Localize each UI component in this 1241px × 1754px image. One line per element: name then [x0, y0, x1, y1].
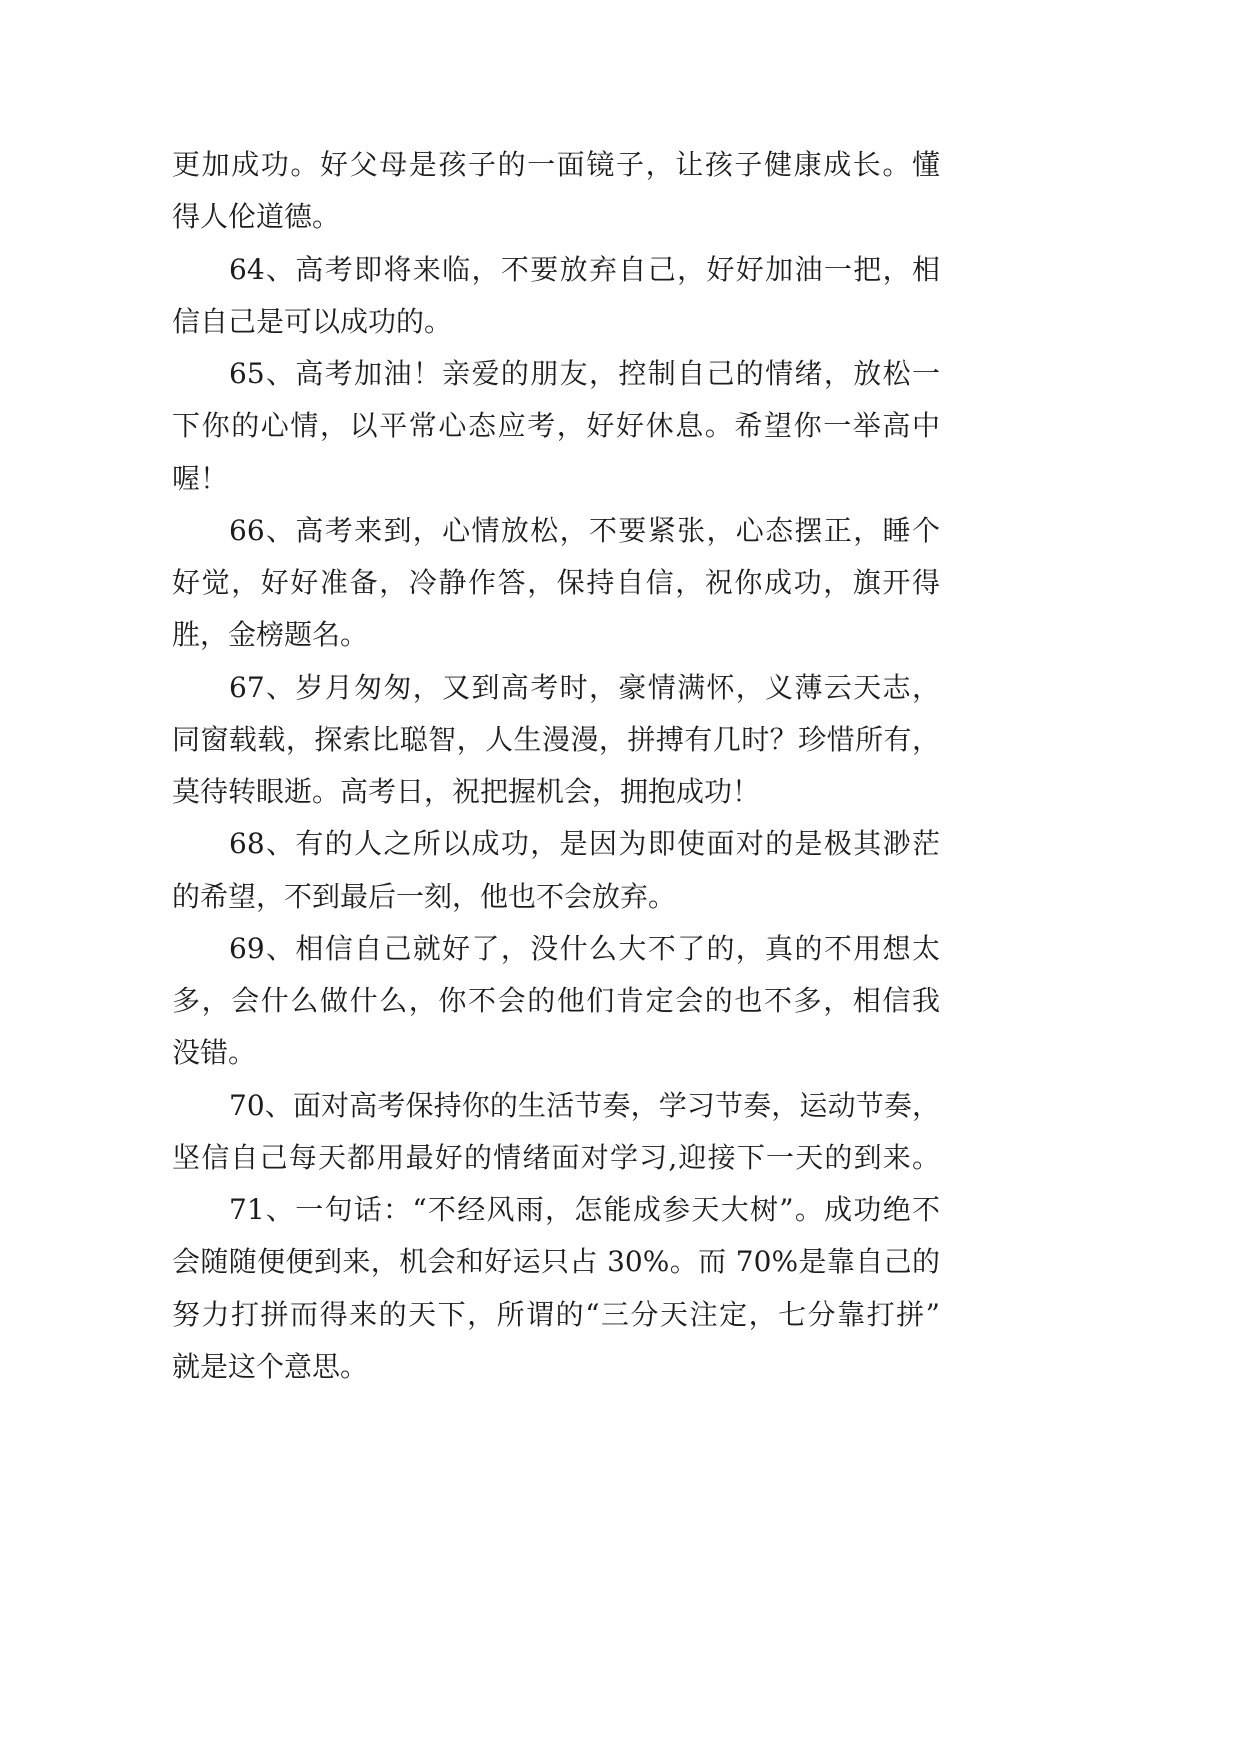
- text-line: 66、高考来到，心情放松，不要紧张，心态摆正，睡个: [229, 513, 940, 547]
- text-line: 69、相信自己就好了，没什么大不了的，真的不用想太: [229, 931, 940, 965]
- text-line: 坚信自己每天都用最好的情绪面对学习,迎接下一天的到来。: [172, 1140, 940, 1174]
- paragraph-item-67: [172, 662, 940, 819]
- paragraph-item-70: [172, 1080, 940, 1185]
- text-line: 就是这个意思。: [172, 1349, 369, 1383]
- text-line: 70、面对高考保持你的生活节奏，学习节奏，运动节奏，: [229, 1088, 940, 1122]
- paragraph-item-68: [172, 818, 940, 923]
- text-line: 下你的心情，以平常心态应考，好好休息。希望你一举高中: [172, 409, 940, 443]
- text-line: 67、岁月匆匆，又到高考时，豪情满怀，义薄云天志，: [229, 670, 940, 704]
- text-line: 没错。: [172, 1036, 257, 1070]
- paragraph-continued: [172, 139, 940, 244]
- paragraph-item-65: [172, 348, 940, 505]
- text-line: 更加成功。好父母是孩子的一面镜子，让孩子健康成长。懂: [172, 148, 940, 181]
- text-line: 多，会什么做什么，你不会的他们肯定会的也不多，相信我: [172, 984, 940, 1017]
- text-line: 65、高考加油！亲爱的朋友，控制自己的情绪，放松一: [229, 357, 940, 390]
- paragraph-item-71: [172, 1184, 940, 1393]
- document-body: [172, 139, 940, 1393]
- text-line: 得人伦道德。: [172, 200, 341, 234]
- text-line: 同窗载载，探索比聪智，人生漫漫，拼搏有几时？珍惜所有，: [172, 722, 940, 756]
- text-line: 信自己是可以成功的。: [172, 304, 453, 338]
- text-line: 会随随便便到来，机会和好运只占 30%。而 70%是靠自己的: [172, 1245, 940, 1279]
- text-line: 的希望，不到最后一刻，他也不会放弃。: [172, 879, 677, 913]
- paragraph-item-69: [172, 923, 940, 1080]
- text-line: 胜，金榜题名。: [172, 618, 369, 652]
- paragraph-item-64: [172, 244, 940, 349]
- paragraph-item-66: [172, 505, 940, 662]
- text-line: 68、有的人之所以成功，是因为即使面对的是极其渺茫: [229, 827, 940, 861]
- text-line: 64、高考即将来临，不要放弃自己，好好加油一把，相: [229, 252, 940, 286]
- text-line: 喔！: [172, 461, 229, 495]
- text-line: 莫待转眼逝。高考日，祝把握机会，拥抱成功！: [172, 775, 761, 808]
- text-line: 努力打拼而得来的天下，所谓的“三分天注定，七分靠打拼”: [172, 1297, 940, 1331]
- text-line: 好觉，好好准备，冷静作答，保持自信，祝你成功，旗开得: [172, 566, 940, 599]
- text-line: 71、一句话：“不经风雨，怎能成参天大树”。成功绝不: [229, 1193, 940, 1226]
